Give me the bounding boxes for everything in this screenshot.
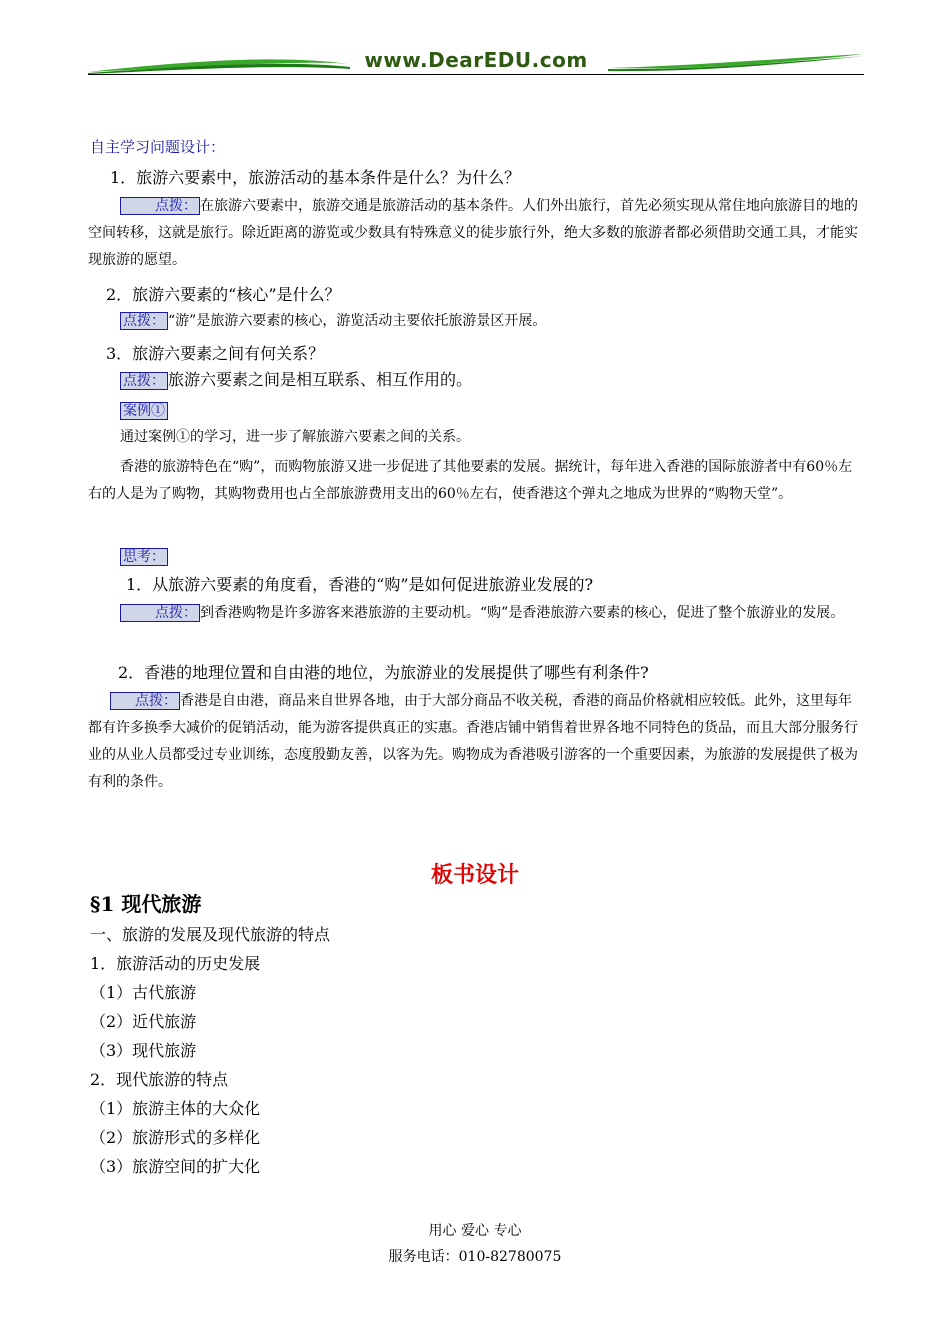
answer-3 (120, 370, 472, 390)
think-answer-2 (88, 688, 864, 796)
think-question-2: 2．香港的地理位置和自由港的地位，为旅游业的发展提供了哪些有利条件? (118, 663, 649, 682)
answer-text: “游”是旅游六要素的核心，游览活动主要依托旅游景区开展。 (168, 313, 547, 329)
outline-item: （1）古代旅游 (90, 983, 197, 1002)
answer-1 (88, 193, 864, 274)
outline-item: 一、旅游的发展及现代旅游的特点 (90, 925, 331, 944)
think-answer-1 (88, 600, 864, 627)
think-tag: 思考： (120, 548, 168, 566)
outline-item: （1）旅游主体的大众化 (90, 1099, 261, 1118)
footer-phone: 服务电话：010-82780075 (388, 1249, 562, 1265)
question-3: 3．旅游六要素之间有何关系？ (106, 344, 325, 363)
site-brand[interactable]: www.DearEDU.com (364, 48, 588, 72)
hint-tag: 点拨： (120, 197, 200, 215)
footer-slogan: 用心 爱心 专心 (428, 1223, 522, 1239)
header-divider (88, 74, 864, 75)
think-question-1: 1．从旅游六要素的角度看，香港的“购”是如何促进旅游业发展的? (126, 575, 594, 594)
study-heading: 自主学习问题设计： (90, 138, 226, 156)
outline-item: （2）近代旅游 (90, 1012, 197, 1031)
answer-text: 旅游六要素之间是相互联系、相互作用的。 (168, 370, 473, 389)
outline-item: （3）旅游空间的扩大化 (90, 1157, 261, 1176)
hint-tag: 点拨： (120, 312, 168, 330)
case-intro: 通过案例①的学习，进一步了解旅游六要素之间的关系。 (120, 429, 470, 445)
case-tag: 案例① (120, 402, 168, 420)
outline-item: （3）现代旅游 (90, 1041, 197, 1060)
hint-tag: 点拨： (110, 692, 180, 710)
board-title: 板书设计 (430, 862, 519, 888)
hint-tag: 点拨： (120, 604, 200, 622)
answer-text: 到香港购物是许多游客来港旅游的主要动机。“购”是香港旅游六要素的核心，促进了整个旅游业的发展。 (200, 605, 845, 621)
outline-item: （2）旅游形式的多样化 (90, 1128, 261, 1147)
answer-text: 香港是自由港，商品来自世界各地，由于大部分商品不收关税，香港的商品价格就相应较低。此外，这里每年都有许多换季大减价的促销活动，能为游客提供真正的实惠。香港店铺中销售着世界各地不同特色的货品，而且大部分服务行业的从业人员都受过专业训练，态度殷勤友善，以客为先。购物成为香港吸引游客的一个重要因素，为旅游的发展提供了极为有利的条件。 (88, 693, 858, 790)
section-heading: §1 现代旅游 (90, 892, 202, 916)
think-label (120, 546, 168, 566)
answer-text: 在旅游六要素中，旅游交通是旅游活动的基本条件。人们外出旅行，首先必须实现从常住地向旅游目的地的空间转移，这就是旅行。除近距离的游览或少数具有特殊意义的徒步旅行外，绝大多数的旅游者都必须借助交通工具，才能实现旅游的愿望。 (88, 198, 858, 268)
answer-2 (120, 308, 546, 335)
outline-item: 2．现代旅游的特点 (90, 1070, 229, 1089)
hint-tag: 点拨： (120, 372, 168, 390)
question-2: 2．旅游六要素的“核心”是什么？ (106, 285, 341, 304)
question-1: 1．旅游六要素中，旅游活动的基本条件是什么？为什么？ (110, 168, 521, 187)
outline-item: 1．旅游活动的历史发展 (90, 954, 261, 973)
case-text: 香港的旅游特色在“购”，而购物旅游又进一步促进了其他要素的发展。据统计，每年进入香港的国际旅游者中有60％左右的人是为了购物，其购物费用也占全部旅游费用支出的60％左右，使香港这个弹丸之地成为世界的“购物天堂”。 (88, 459, 853, 502)
case-label (120, 400, 168, 420)
